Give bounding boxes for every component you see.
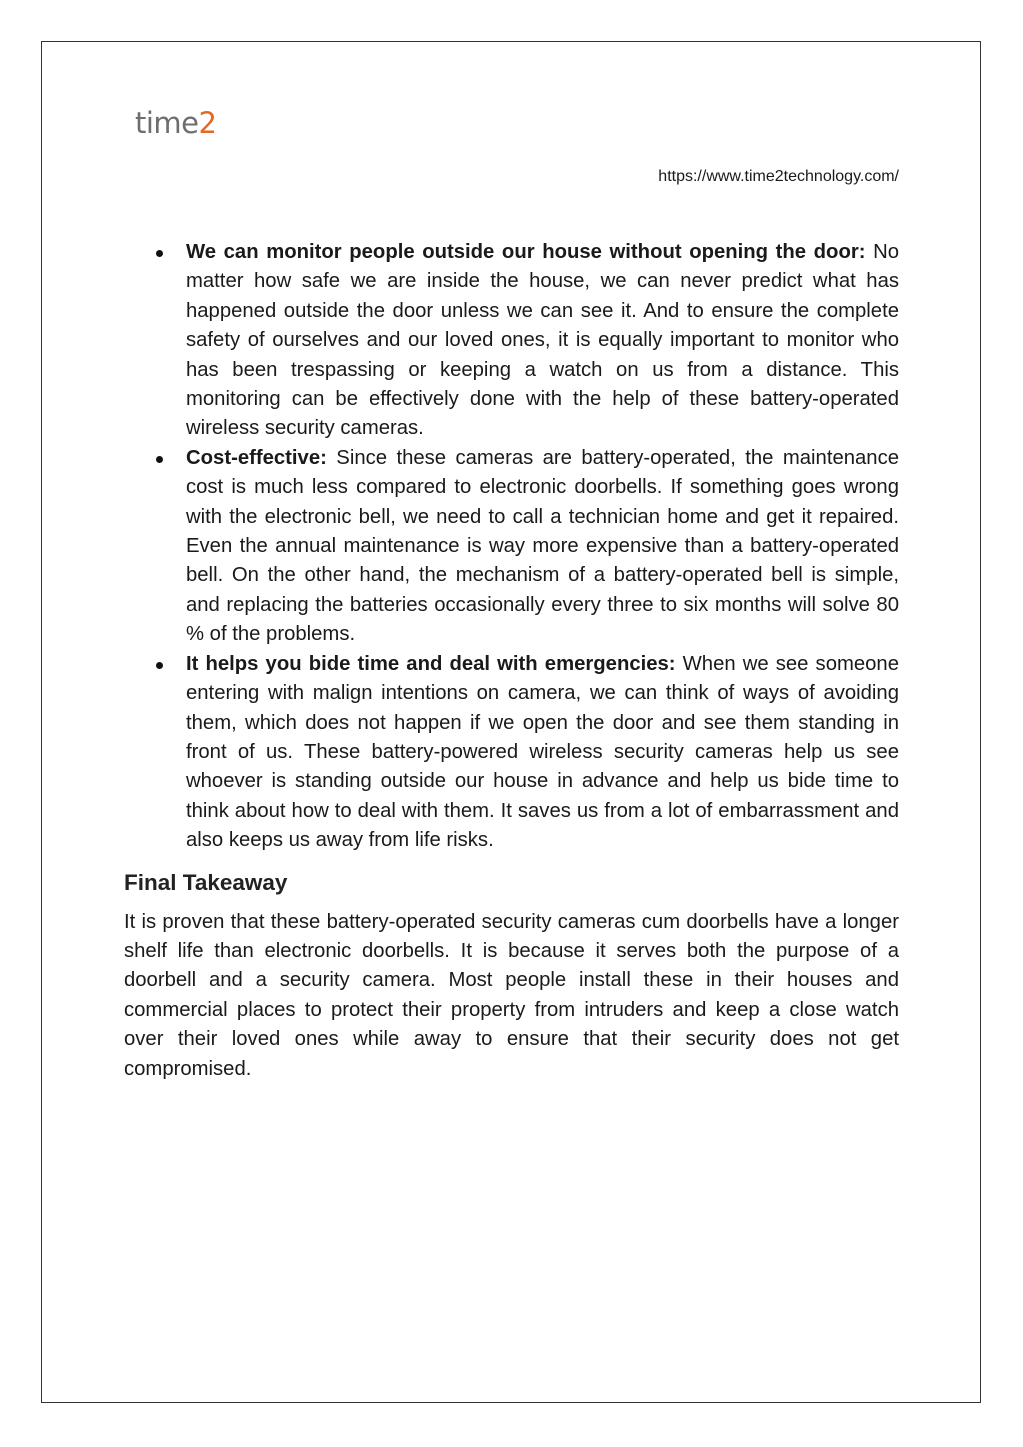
bullet-icon — [156, 250, 163, 257]
bullet-title: It helps you bide time and deal with emergencies: — [186, 652, 676, 675]
logo-number: 2 — [198, 106, 217, 140]
bullet-list — [124, 238, 899, 856]
bullet-icon — [156, 662, 163, 669]
list-item — [124, 444, 899, 650]
list-item — [124, 238, 899, 444]
bullet-text: When we see someone entering with malign intentions on camera, we can think of ways of avoiding them, which does not happen if we open the door and see them standing in front of us. These battery-powered wireless security cameras help us see whoever is standing outside our house in advance and help us bide time to think about how to deal with them. It saves us from a lot of embarrassment and also keeps us away from life risks. — [186, 652, 899, 852]
logo-word: time — [135, 106, 199, 140]
section-paragraph: It is proven that these battery-operated security cameras cum doorbells have a longer shelf life than electronic doorbells. It is because it serves both the purpose of a doorbell and a security camera. Most people install these in their houses and commercial places to protect their property from intruders and keep a close watch over their loved ones while away to ensure that their security does not get compromised. — [124, 910, 899, 1080]
bullet-icon — [156, 456, 163, 463]
bullet-text: No matter how safe we are inside the house, we can never predict what has happened outside the door unless we can see it. And to ensure the complete safety of ourselves and our loved ones, it is equally important to monitor who has been trespassing or keeping a watch on us from a distance. This monitoring can be effectively done with the help of these battery-operated wireless security cameras. — [186, 241, 900, 440]
bullet-title: We can monitor people outside our house without opening the door: — [186, 241, 866, 263]
list-item — [124, 650, 899, 856]
bullet-title: Cost-effective: — [186, 446, 327, 469]
document-body — [124, 238, 899, 1084]
section-heading: Final Takeaway — [124, 869, 288, 895]
header-url: https://www.time2technology.com/ — [658, 168, 899, 185]
bullet-text: Since these cameras are battery-operated, the maintenance cost is much less compared to electronic doorbells. If something goes wrong with the electronic bell, we need to call a technician home and get it repaired. Even the annual maintenance is way more expensive than a battery-operated bell. On the other hand, the mechanism of a battery-operated bell is simple, and replacing the batteries occasionally every three to six months will solve 80 % of the problems. — [186, 446, 899, 646]
brand-logo — [135, 106, 216, 138]
